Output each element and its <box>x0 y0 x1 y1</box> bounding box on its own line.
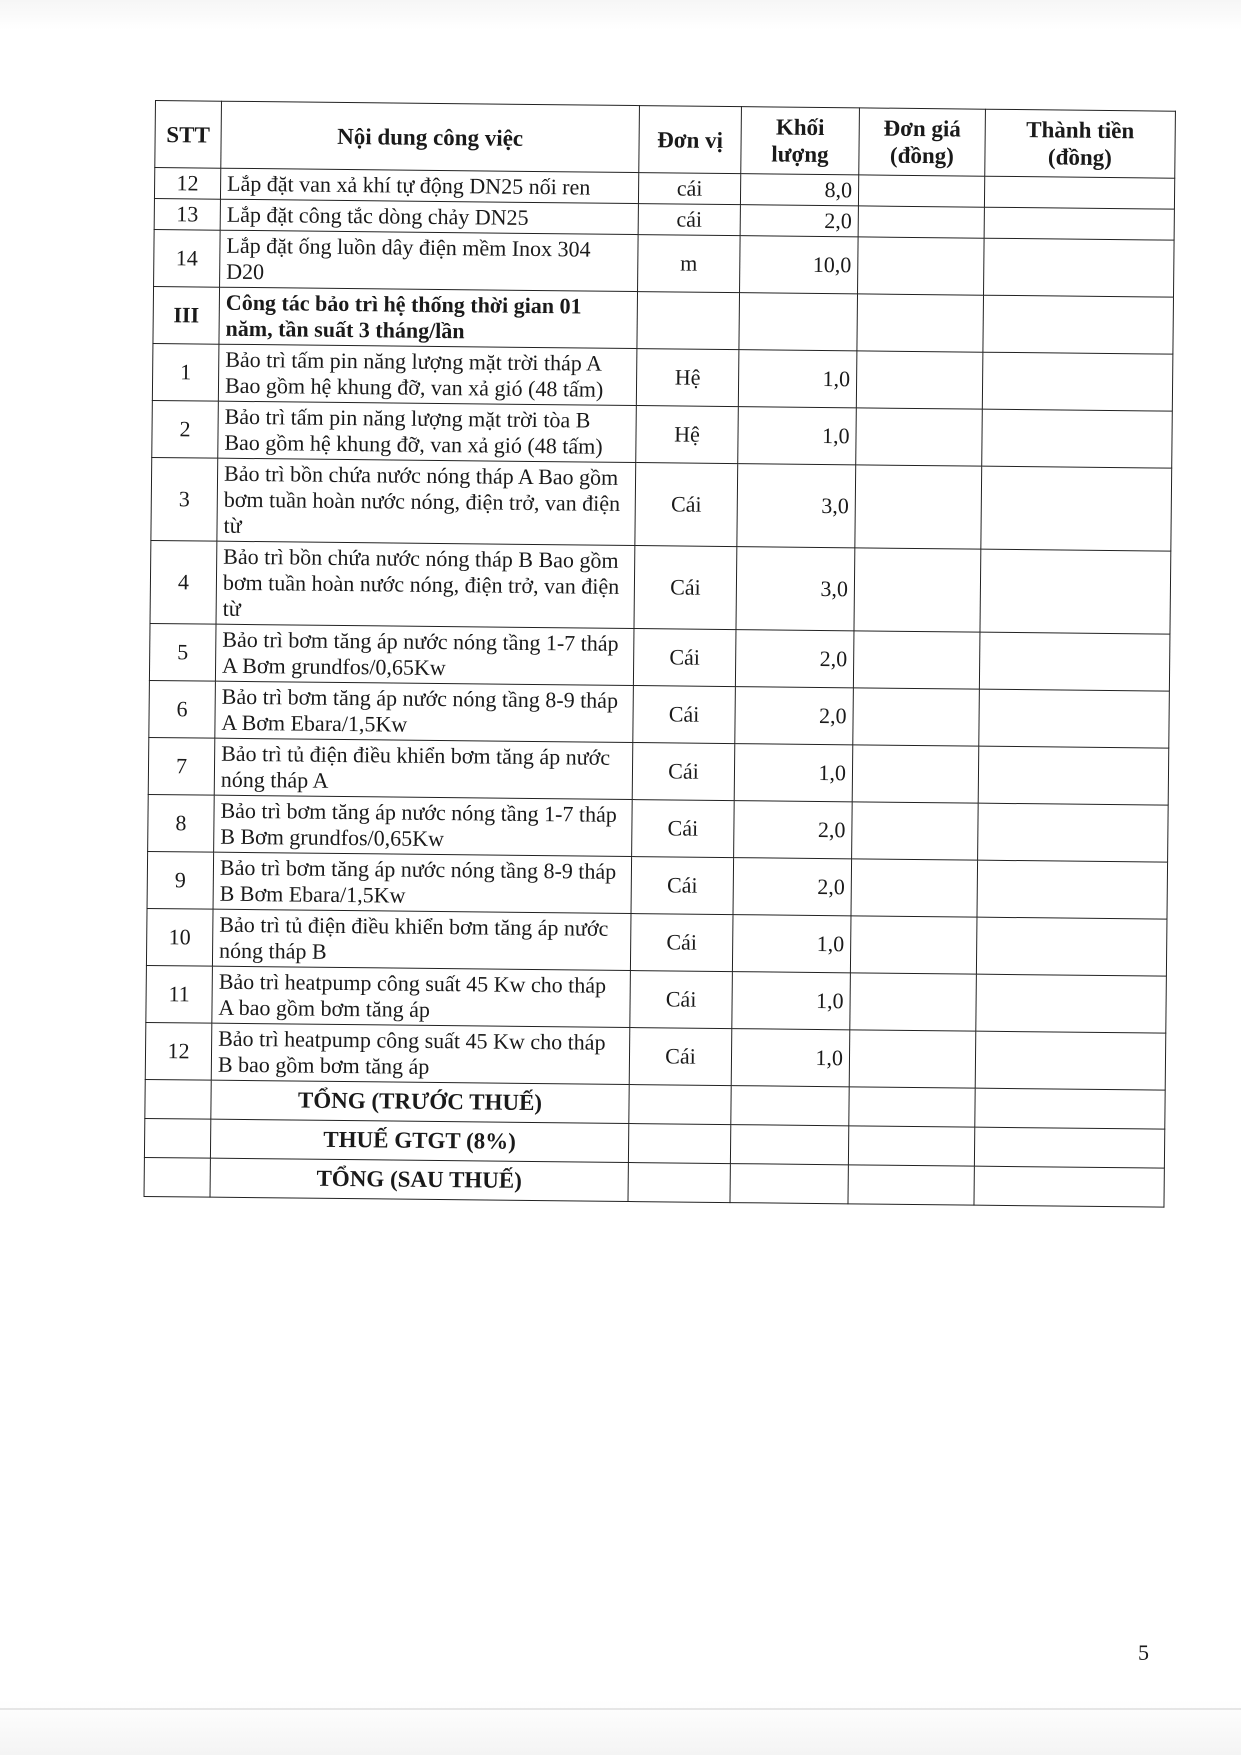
quantity-cell: 3,0 <box>737 464 856 548</box>
description-cell: Bảo trì tủ điện điều khiển bơm tăng áp nước nóng tháp A <box>214 738 633 799</box>
stt-cell: 8 <box>148 794 215 852</box>
header-quantity <box>741 107 860 175</box>
header-unit-price <box>859 108 986 176</box>
amount-cell <box>984 176 1174 209</box>
unit-price-cell <box>856 351 983 409</box>
header-unit: Đơn vị <box>639 106 742 174</box>
unit-price-cell <box>853 688 980 746</box>
unit-price-cell <box>852 802 979 860</box>
total-value-cell <box>731 1086 849 1126</box>
total-value-cell <box>730 1164 848 1204</box>
table-row <box>148 794 1169 862</box>
total-value-cell <box>848 1126 974 1166</box>
description-cell: Bảo trì bơm tăng áp nước nóng tầng 1-7 tháp B Bơm grundfos/0,65Kw <box>214 795 633 856</box>
description-cell: Lắp đặt van xả khí tự động DN25 nối ren <box>220 168 638 203</box>
unit-price-cell <box>857 294 984 352</box>
total-stt-cell <box>145 1079 211 1119</box>
amount-cell <box>977 860 1168 919</box>
stt-cell: 3 <box>151 457 218 541</box>
quantity-cell: 1,0 <box>738 407 857 465</box>
stt-cell: 13 <box>154 198 220 230</box>
unit-cell: cái <box>638 204 740 236</box>
amount-cell <box>976 974 1167 1033</box>
table-row <box>149 623 1170 691</box>
description-cell: Bảo trì bồn chứa nước nóng tháp B Bao gồm bơm tuần hoàn nước nóng, điện trở, van điện từ <box>216 541 635 628</box>
unit-price-cell <box>849 1030 976 1088</box>
section-row <box>153 286 1174 354</box>
unit-price-cell <box>850 916 977 974</box>
header-amount-line2: (đồng) <box>1047 144 1113 171</box>
work-items-table <box>144 100 1176 1208</box>
header-unit-price-line1: Đơn giá <box>883 115 962 142</box>
table-totals <box>144 1079 1165 1207</box>
quantity-cell: 2,0 <box>733 858 852 916</box>
description-cell: Bảo trì heatpump công suất 45 Kw cho tháp A bao gồm bơm tăng áp <box>212 966 631 1027</box>
amount-cell <box>982 352 1173 411</box>
header-amount-line1: Thành tiền <box>1026 117 1135 144</box>
quantity-cell: 2,0 <box>735 630 854 688</box>
header-amount <box>985 109 1176 178</box>
quantity-cell: 1,0 <box>732 972 851 1030</box>
unit-price-cell <box>858 206 984 238</box>
unit-cell: Hệ <box>636 349 739 407</box>
quantity-cell: 1,0 <box>734 744 853 802</box>
stt-cell: 11 <box>146 965 213 1023</box>
description-cell: Bảo trì tấm pin năng lượng mặt trời tòa B Bao gồm hệ khung đỡ, van xả gió (48 tấm) <box>218 401 637 462</box>
table-row <box>146 965 1167 1033</box>
header-content: Nội dung công việc <box>221 101 640 172</box>
unit-cell: Cái <box>630 914 733 972</box>
table-row <box>149 680 1170 748</box>
table-row <box>148 737 1169 805</box>
unit-cell: Cái <box>629 1028 732 1086</box>
stt-cell: III <box>153 286 220 344</box>
description-cell: Bảo trì tủ điện điều khiển bơm tăng áp nước nóng tháp B <box>212 909 631 970</box>
header-quantity-line1: Khối <box>775 114 825 141</box>
stt-cell: 2 <box>152 400 219 458</box>
unit-cell <box>637 292 740 350</box>
quantity-cell: 8,0 <box>740 174 858 206</box>
description-cell: Công tác bảo trì hệ thống thời gian 01 năm, tần suất 3 tháng/lần <box>219 287 638 348</box>
unit-price-cell <box>853 631 980 689</box>
table-row <box>154 229 1175 297</box>
unit-cell: Cái <box>633 686 736 744</box>
header-unit-price-line2: (đồng) <box>889 142 955 169</box>
amount-cell <box>979 632 1170 691</box>
amount-cell <box>981 466 1172 551</box>
amount-cell <box>978 746 1169 805</box>
quantity-cell: 2,0 <box>734 801 853 859</box>
unit-cell: m <box>638 235 741 293</box>
quantity-cell: 1,0 <box>731 1029 850 1087</box>
total-label: THUẾ GTGT (8%) <box>210 1119 628 1162</box>
table-row <box>146 908 1167 976</box>
amount-cell <box>984 207 1174 240</box>
stt-cell: 4 <box>150 540 217 624</box>
table-row <box>147 851 1168 919</box>
unit-cell: Hệ <box>636 406 739 464</box>
quantity-cell: 1,0 <box>732 915 851 973</box>
total-label: TỔNG (TRƯỚC THUẾ) <box>211 1080 629 1123</box>
table-row <box>152 343 1173 411</box>
unit-cell: Cái <box>632 800 735 858</box>
table-row <box>145 1022 1166 1090</box>
unit-cell: Cái <box>630 971 733 1029</box>
table-row <box>151 457 1172 551</box>
header-stt: STT <box>155 101 222 169</box>
scan-artifact-line <box>0 1708 1241 1710</box>
total-value-cell <box>974 1166 1164 1207</box>
unit-cell: Cái <box>632 743 735 801</box>
description-cell: Bảo trì bơm tăng áp nước nóng tầng 8-9 tháp A Bơm Ebara/1,5Kw <box>215 681 634 742</box>
unit-cell: cái <box>638 173 740 205</box>
quantity-cell: 10,0 <box>740 236 859 294</box>
amount-cell <box>978 803 1169 862</box>
total-stt-cell <box>144 1157 210 1197</box>
total-label: TỔNG (SAU THUẾ) <box>210 1158 628 1201</box>
quantity-cell: 3,0 <box>736 547 855 631</box>
amount-cell <box>980 549 1171 634</box>
description-cell: Bảo trì heatpump công suất 45 Kw cho tháp B bao gồm bơm tăng áp <box>211 1023 630 1084</box>
stt-cell: 10 <box>146 908 213 966</box>
amount-cell <box>983 295 1174 354</box>
stt-cell: 12 <box>145 1022 212 1080</box>
stt-cell: 9 <box>147 851 214 909</box>
stt-cell: 1 <box>152 343 219 401</box>
amount-cell <box>979 689 1170 748</box>
header-quantity-line2: lượng <box>771 141 829 168</box>
unit-cell: Cái <box>633 629 736 687</box>
table-header-row <box>155 101 1176 179</box>
unit-price-cell <box>852 745 979 803</box>
amount-cell <box>982 409 1173 468</box>
description-cell: Bảo trì bơm tăng áp nước nóng tầng 1-7 tháp A Bơm grundfos/0,65Kw <box>215 624 634 685</box>
stt-cell: 12 <box>154 168 220 200</box>
total-value-cell <box>629 1085 731 1125</box>
unit-price-cell <box>855 465 982 549</box>
description-cell: Lắp đặt ống luồn dây điện mềm Inox 304 D20 <box>220 230 639 291</box>
unit-price-cell <box>858 175 984 207</box>
stt-cell: 14 <box>154 229 221 287</box>
total-value-cell <box>628 1124 730 1164</box>
table-row <box>152 400 1173 468</box>
unit-price-cell <box>854 548 981 632</box>
quantity-cell <box>739 293 858 351</box>
unit-cell: Cái <box>635 463 738 547</box>
quantity-cell: 1,0 <box>738 350 857 408</box>
unit-cell: Cái <box>631 857 734 915</box>
total-value-cell <box>730 1125 848 1165</box>
total-value-cell <box>848 1165 974 1205</box>
stt-cell: 7 <box>148 737 215 795</box>
total-value-cell <box>975 1088 1165 1129</box>
unit-price-cell <box>850 973 977 1031</box>
total-value-cell <box>974 1127 1164 1168</box>
quantity-cell: 2,0 <box>735 687 854 745</box>
amount-cell <box>975 1031 1166 1090</box>
total-value-cell <box>628 1163 730 1203</box>
page-number: 5 <box>1138 1640 1149 1665</box>
stt-cell: 6 <box>149 680 216 738</box>
description-cell: Bảo trì tấm pin năng lượng mặt trời tháp A Bao gồm hệ khung đỡ, van xả gió (48 tấm) <box>218 344 637 405</box>
description-cell: Bảo trì bồn chứa nước nóng tháp A Bao gồm bơm tuần hoàn nước nóng, điện trở, van điện từ <box>217 458 636 545</box>
unit-cell: Cái <box>634 546 737 630</box>
amount-cell <box>976 917 1167 976</box>
table-body <box>145 168 1174 1091</box>
quantity-cell: 2,0 <box>740 205 858 237</box>
unit-price-cell <box>856 408 983 466</box>
description-cell: Lắp đặt công tắc dòng chảy DN25 <box>220 199 638 234</box>
unit-price-cell <box>851 859 978 917</box>
total-value-cell <box>849 1087 975 1127</box>
unit-price-cell <box>858 237 985 295</box>
total-stt-cell <box>144 1118 210 1158</box>
description-cell: Bảo trì bơm tăng áp nước nóng tầng 8-9 tháp B Bơm Ebara/1,5Kw <box>213 852 632 913</box>
table-row <box>150 540 1171 634</box>
stt-cell: 5 <box>149 623 216 681</box>
amount-cell <box>984 238 1175 297</box>
